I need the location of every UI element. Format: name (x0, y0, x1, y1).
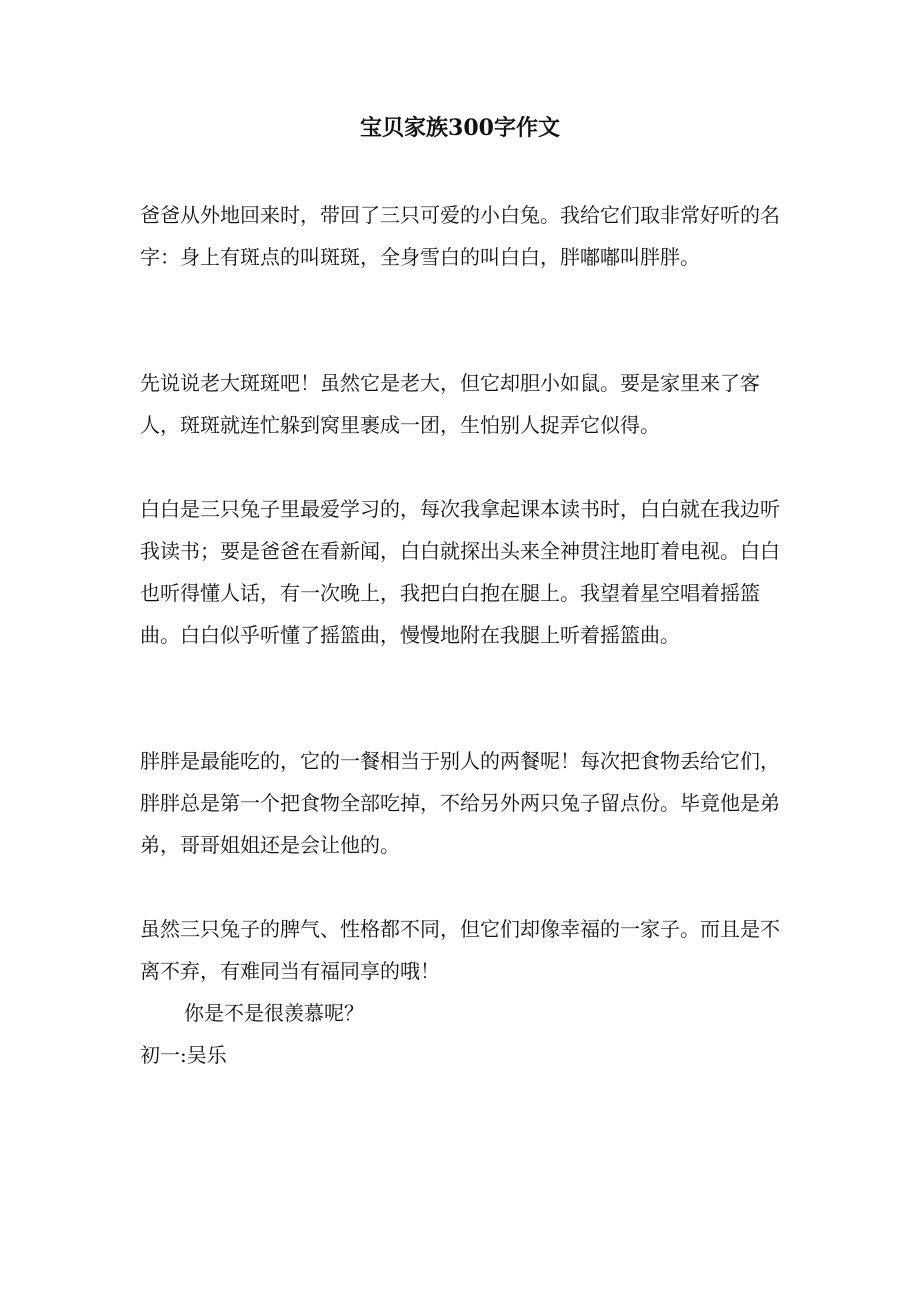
paragraph-conclusion: 虽然三只兔子的脾气、性格都不同，但它们却像幸福的一家子。而且是不离不弃，有难同当有福同享的哦！ (140, 917, 780, 983)
author-signature: 初一:吴乐 (140, 1043, 227, 1067)
page-title: 宝贝家族300字作文 (360, 115, 560, 141)
paragraph-intro: 爸爸从外地回来时，带回了三只可爱的小白兔。我给它们取非常好听的名字：身上有斑点的叫斑斑，全身雪白的叫白白，胖嘟嘟叫胖胖。 (140, 203, 780, 269)
paragraph-banban: 先说说老大斑斑吧！虽然它是老大，但它却胆小如鼠。要是家里来了客人，斑斑就连忙躲到窝里裹成一团，生怕别人捉弄它似得。 (140, 371, 760, 437)
paragraph-question: 你是不是很羡慕呢？ (184, 1001, 364, 1025)
paragraph-pangpang: 胖胖是最能吃的，它的一餐相当于别人的两餐呢！每次把食物丢给它们，胖胖总是第一个把食物全部吃掉，不给另外两只兔子留点份。毕竟他是弟弟，哥哥姐姐还是会让他的。 (140, 749, 780, 857)
paragraph-baibai: 白白是三只兔子里最爱学习的，每次我拿起课本读书时，白白就在我边听我读书；要是爸爸在看新闻，白白就探出头来全神贯注地盯着电视。白白也听得懂人话，有一次晚上，我把白白抱在腿上。我望着星空唱着摇篮曲。白白似乎听懂了摇篮曲，慢慢地附在我腿上听着摇篮曲。 (140, 497, 780, 647)
